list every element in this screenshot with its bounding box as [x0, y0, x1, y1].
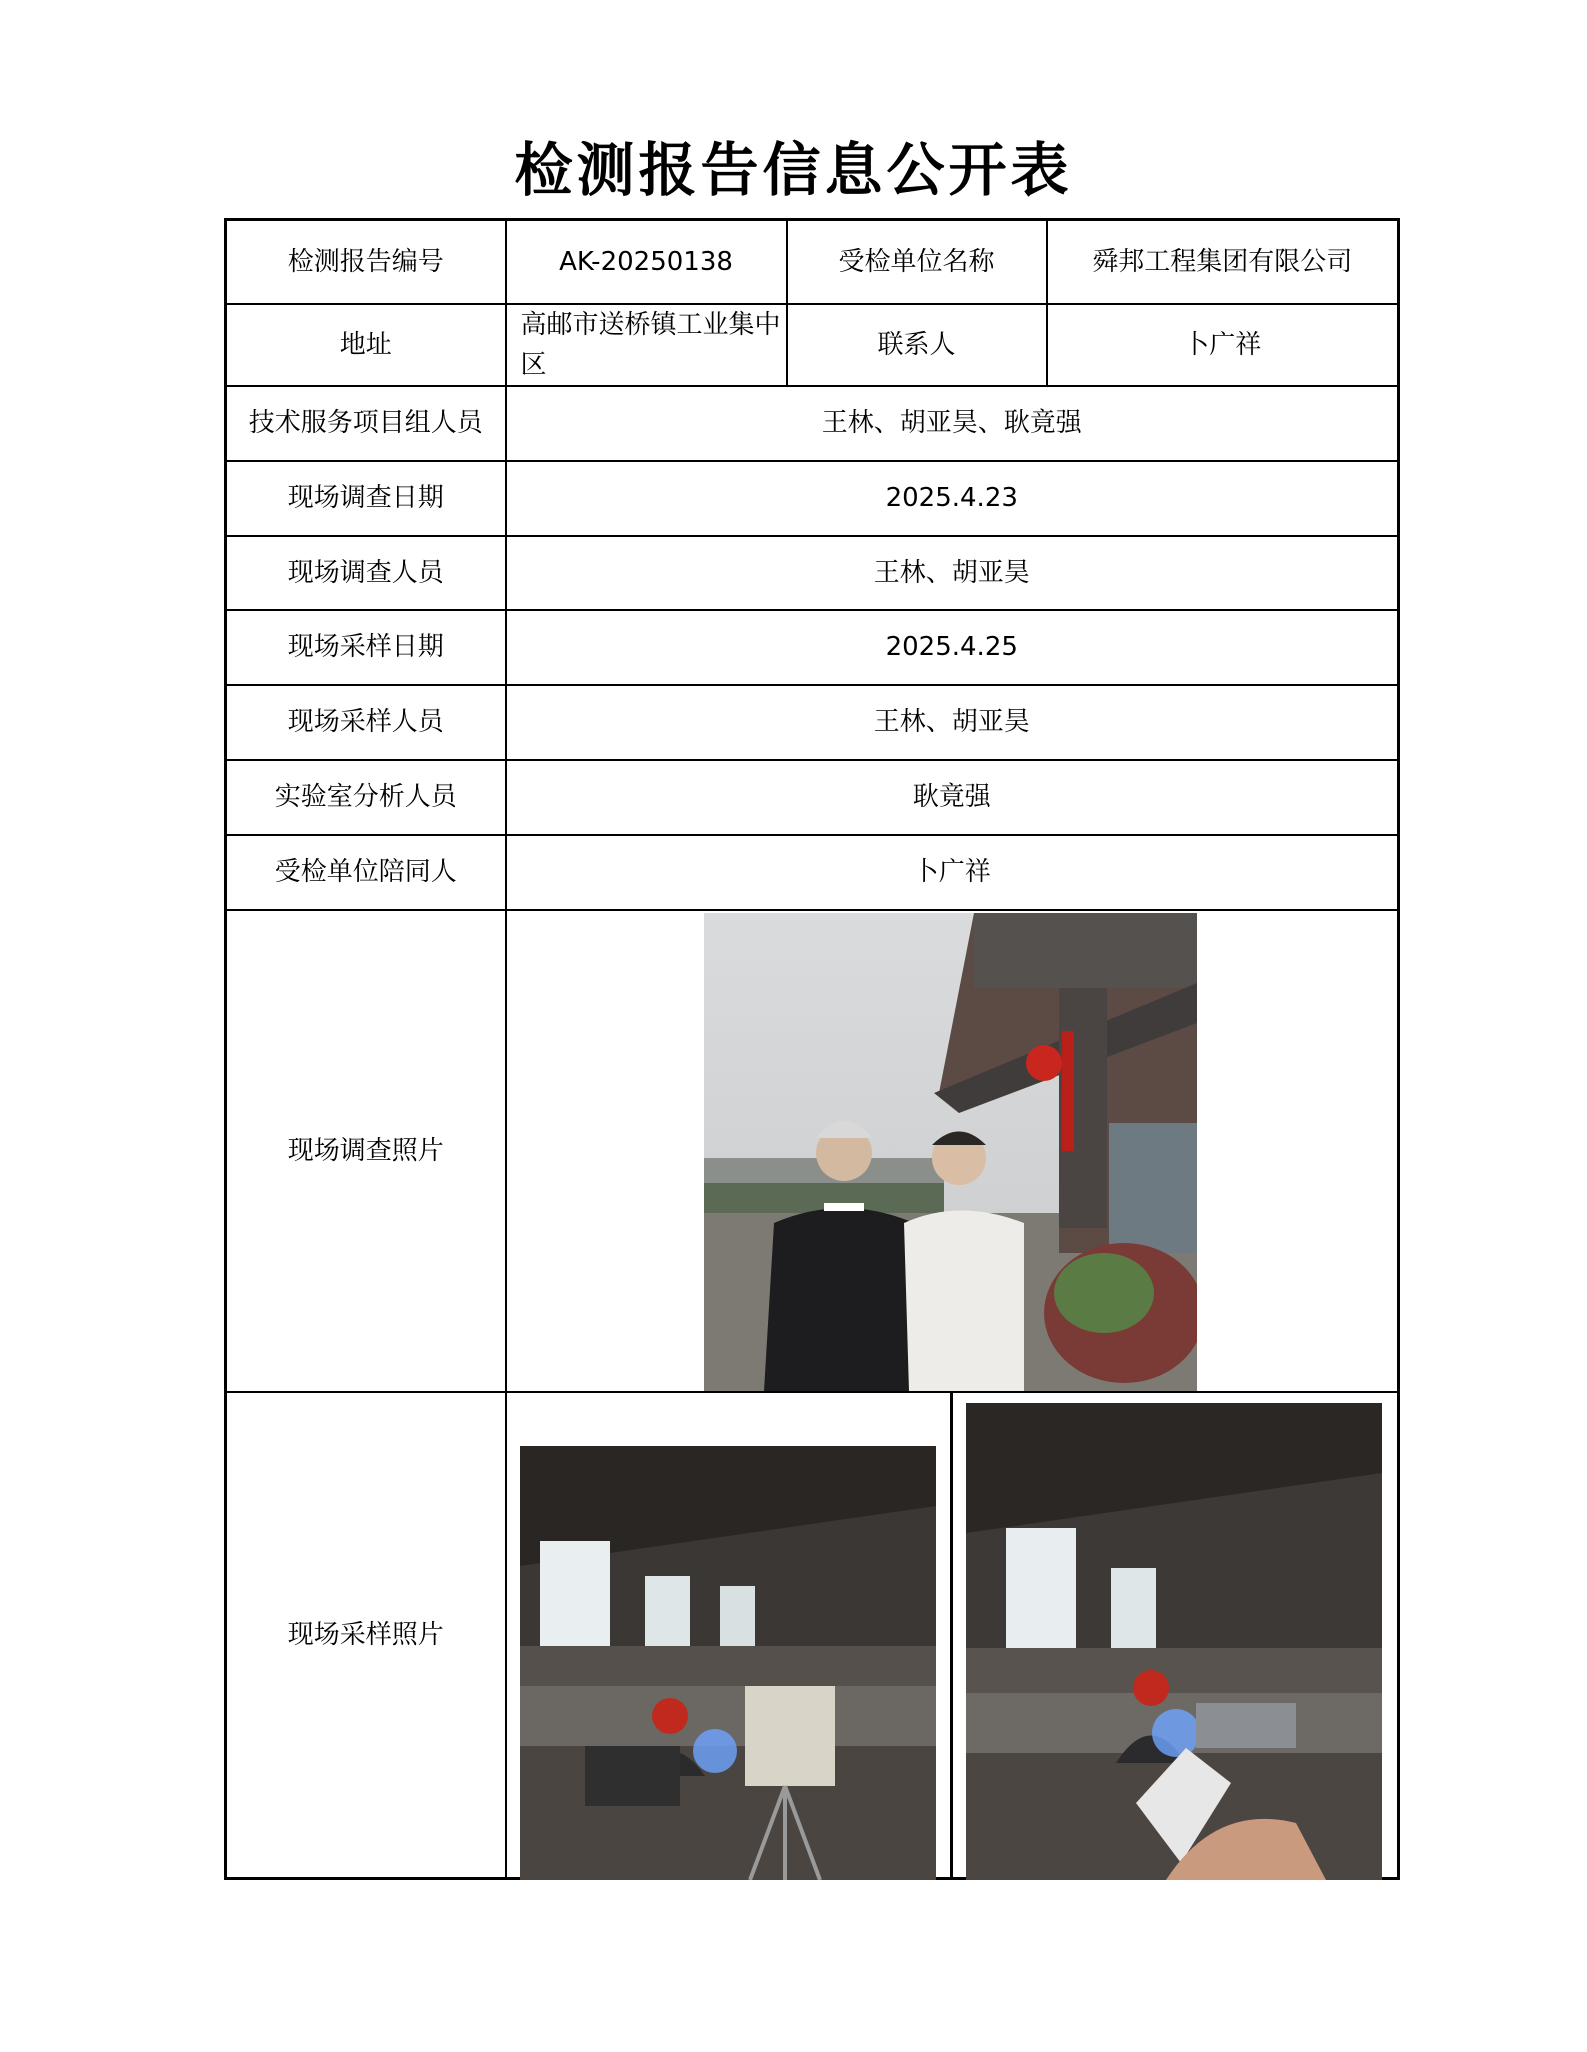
survey-staff-value: 王林、胡亚昊: [506, 536, 1399, 610]
table-row: [226, 536, 1399, 610]
sampling-staff-value: 王林、胡亚昊: [506, 685, 1399, 760]
contact-label: 联系人: [787, 304, 1047, 386]
table-row: [226, 610, 1399, 685]
photo-divider: [950, 1393, 953, 1878]
survey-date-value: 2025.4.23: [506, 461, 1399, 536]
lab-staff-label: 实验室分析人员: [226, 760, 506, 835]
team-value: 王林、胡亚昊、耿竟强: [506, 386, 1399, 461]
sampling-photo-1-image: [520, 1446, 936, 1880]
survey-photo-label: 现场调查照片: [226, 910, 506, 1392]
unit-name-value: 舜邦工程集团有限公司: [1047, 220, 1399, 304]
sampling-date-label: 现场采样日期: [226, 610, 506, 685]
address-value: 高邮市送桥镇工业集中区: [506, 304, 787, 386]
table-row: [226, 461, 1399, 536]
survey-photo-image: [704, 913, 1197, 1391]
sampling-staff-label: 现场采样人员: [226, 685, 506, 760]
table-row: [226, 304, 1399, 386]
sampling-photo-label: 现场采样照片: [226, 1392, 506, 1879]
table-row: [226, 1392, 1399, 1879]
survey-photo: [704, 913, 1197, 1391]
table-row: [226, 220, 1399, 304]
sampling-photo-2-image: [966, 1403, 1382, 1880]
sampling-photo-2: [966, 1403, 1382, 1880]
report-no-label: 检测报告编号: [226, 220, 506, 304]
report-no-value: AK-20250138: [506, 220, 787, 304]
report-table: [224, 218, 1400, 1880]
sampling-photo-1: [520, 1446, 936, 1880]
escort-label: 受检单位陪同人: [226, 835, 506, 910]
escort-value: 卜广祥: [506, 835, 1399, 910]
survey-date-label: 现场调查日期: [226, 461, 506, 536]
address-label: 地址: [226, 304, 506, 386]
table-row: [226, 760, 1399, 835]
table-row: [226, 386, 1399, 461]
team-label: 技术服务项目组人员: [226, 386, 506, 461]
contact-value: 卜广祥: [1047, 304, 1399, 386]
sampling-photo-cell: [506, 1392, 1399, 1879]
sampling-date-value: 2025.4.25: [506, 610, 1399, 685]
table-row: [226, 910, 1399, 1392]
table-row: [226, 685, 1399, 760]
table-row: [226, 835, 1399, 910]
survey-photo-cell: [506, 910, 1399, 1392]
unit-name-label: 受检单位名称: [787, 220, 1047, 304]
survey-staff-label: 现场调查人员: [226, 536, 506, 610]
lab-staff-value: 耿竟强: [506, 760, 1399, 835]
page-title: 检测报告信息公开表: [514, 136, 1073, 204]
